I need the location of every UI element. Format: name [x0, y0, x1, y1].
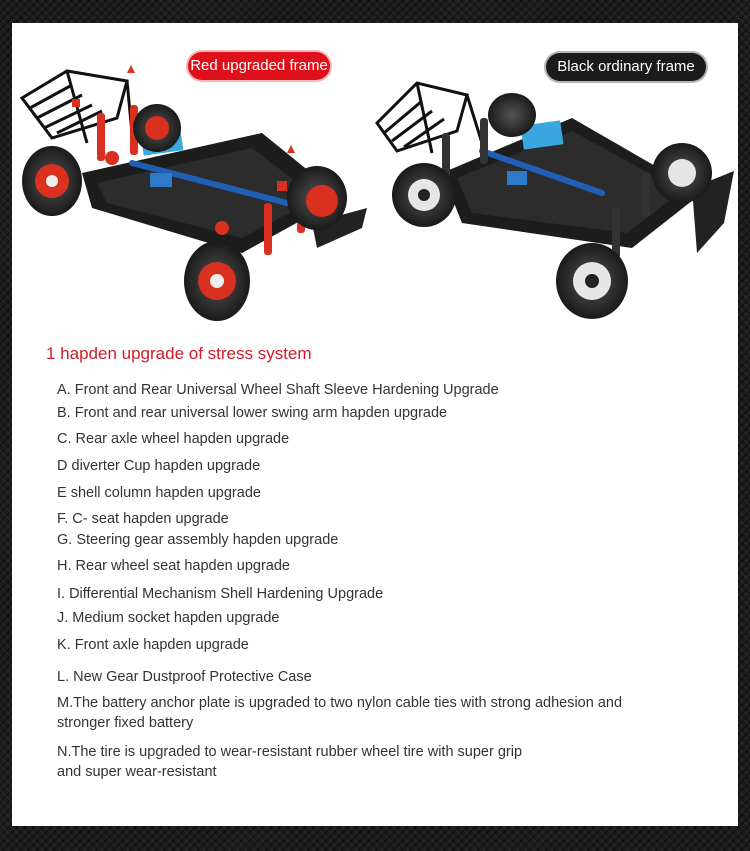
- spec-item-i: I. Differential Mechanism Shell Hardening Upgrade: [57, 586, 384, 602]
- black-ordinary-frame-badge: Black ordinary frame: [546, 53, 706, 81]
- spec-item-m: M.The battery anchor plate is upgraded to two nylon cable ties with strong adhesion and stronger fixed battery: [57, 695, 623, 731]
- spec-item-g: G. Steering gear assembly hapden upgrade: [57, 532, 339, 548]
- spec-item-j: J. Medium socket hapden upgrade: [57, 610, 280, 626]
- red-upgraded-chassis: [22, 65, 367, 321]
- spec-item-l: L. New Gear Dustproof Protective Case: [57, 669, 312, 685]
- spec-item-f: F. C- seat hapden upgrade: [57, 511, 229, 527]
- spec-item-b: B. Front and rear universal lower swing arm hapden upgrade: [57, 405, 448, 421]
- black-ordinary-chassis: [377, 83, 734, 319]
- spec-item-e: E shell column hapden upgrade: [57, 485, 261, 501]
- spec-item-k: K. Front axle hapden upgrade: [57, 637, 249, 653]
- product-panel: [12, 23, 738, 826]
- spec-item-a: A. Front and Rear Universal Wheel Shaft Sleeve Hardening Upgrade: [57, 382, 499, 398]
- red-upgraded-frame-badge: Red upgraded frame: [188, 52, 330, 80]
- section-title: 1 hapden upgrade of stress system: [46, 344, 312, 363]
- spec-item-c: C. Rear axle wheel hapden upgrade: [57, 431, 290, 447]
- spec-item-n: N.The tire is upgraded to wear-resistant rubber wheel tire with super grip and super wear-resistant: [57, 744, 523, 780]
- spec-item-d: D diverter Cup hapden upgrade: [57, 458, 261, 474]
- spec-item-h: H. Rear wheel seat hapden upgrade: [57, 558, 290, 574]
